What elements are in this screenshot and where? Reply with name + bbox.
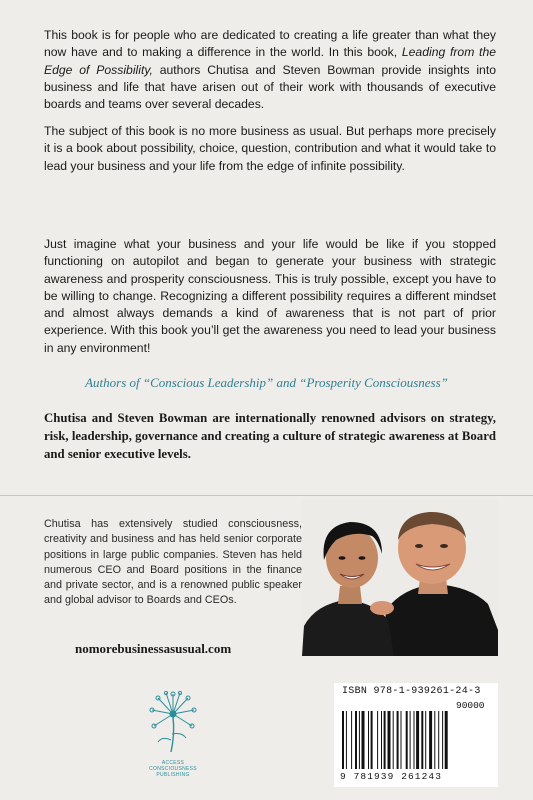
intro-paragraph-2: The subject of this book is no more business as usual. But perhaps more precisely it is a book about possibility, choice, question, contribution and what it would take to lead your business and your life from the edge of infinite possibility.: [44, 124, 496, 173]
book-title-italic: Leading from the Edge of Possibility,: [44, 45, 497, 77]
intro-text-continued: authors Chutisa and Steven Bowman provide insights into business and life that have arisen out of their work with thousands of executive boards and teams over several decades.: [44, 62, 496, 112]
authors-photo: [302, 500, 498, 656]
publisher-name-line-3: PUBLISHING: [156, 772, 190, 778]
publisher-logo: [138, 688, 208, 788]
barcode-bars: [340, 711, 492, 769]
dandelion-icon: [138, 688, 208, 758]
intro-text: This book is for people who are dedicated to creating a life greater than what they now have and to making a difference in the world. In this book,: [44, 28, 496, 60]
isbn-barcode: [334, 683, 498, 787]
publisher-name-line-1: ACCESS: [161, 760, 185, 766]
publisher-name-line-2: CONSCIOUSNESS: [149, 766, 197, 772]
author-details: Chutisa has extensively studied consciousness, creativity and business and has held senior corporate positions in large public companies. Steven has held numerous CEO and Board positions in the finance and private sector, and is a renowned public speaker and global advisor to Boards and CEOs.: [44, 518, 302, 607]
isbn-label: ISBN 978-1-939261-24-3: [342, 686, 481, 697]
authors-bio: Chutisa and Steven Bowman are internationally renowned advisors on strategy, risk, leadership, governance and creating a culture of strategic awareness at Board and senior executive levels.: [44, 411, 496, 461]
barcode-number: 9 781939 261243: [340, 771, 443, 782]
intro-paragraph-3: Just imagine what your business and your life would be like if you stopped functioning on autopilot and began to generate your business with strategic awareness and prosperity consciousness. This is truly possible, except you have to be willing to change. Recognizing a different possibility requires a different mindset and almost always demands a kind of awareness that is not part of prior experience. With this book you’ll get the awareness you need to lead your business in any environment!: [44, 237, 496, 355]
intro-paragraph-1: [44, 27, 496, 113]
website-url: nomorebusinessasusual.com: [75, 641, 232, 656]
authors-tagline: Authors of “Conscious Leadership” and “Prosperity Consciousness”: [85, 375, 448, 390]
section-divider: [0, 495, 533, 496]
price-code: 90000: [456, 700, 485, 711]
authors-portrait-illustration: [302, 500, 498, 656]
